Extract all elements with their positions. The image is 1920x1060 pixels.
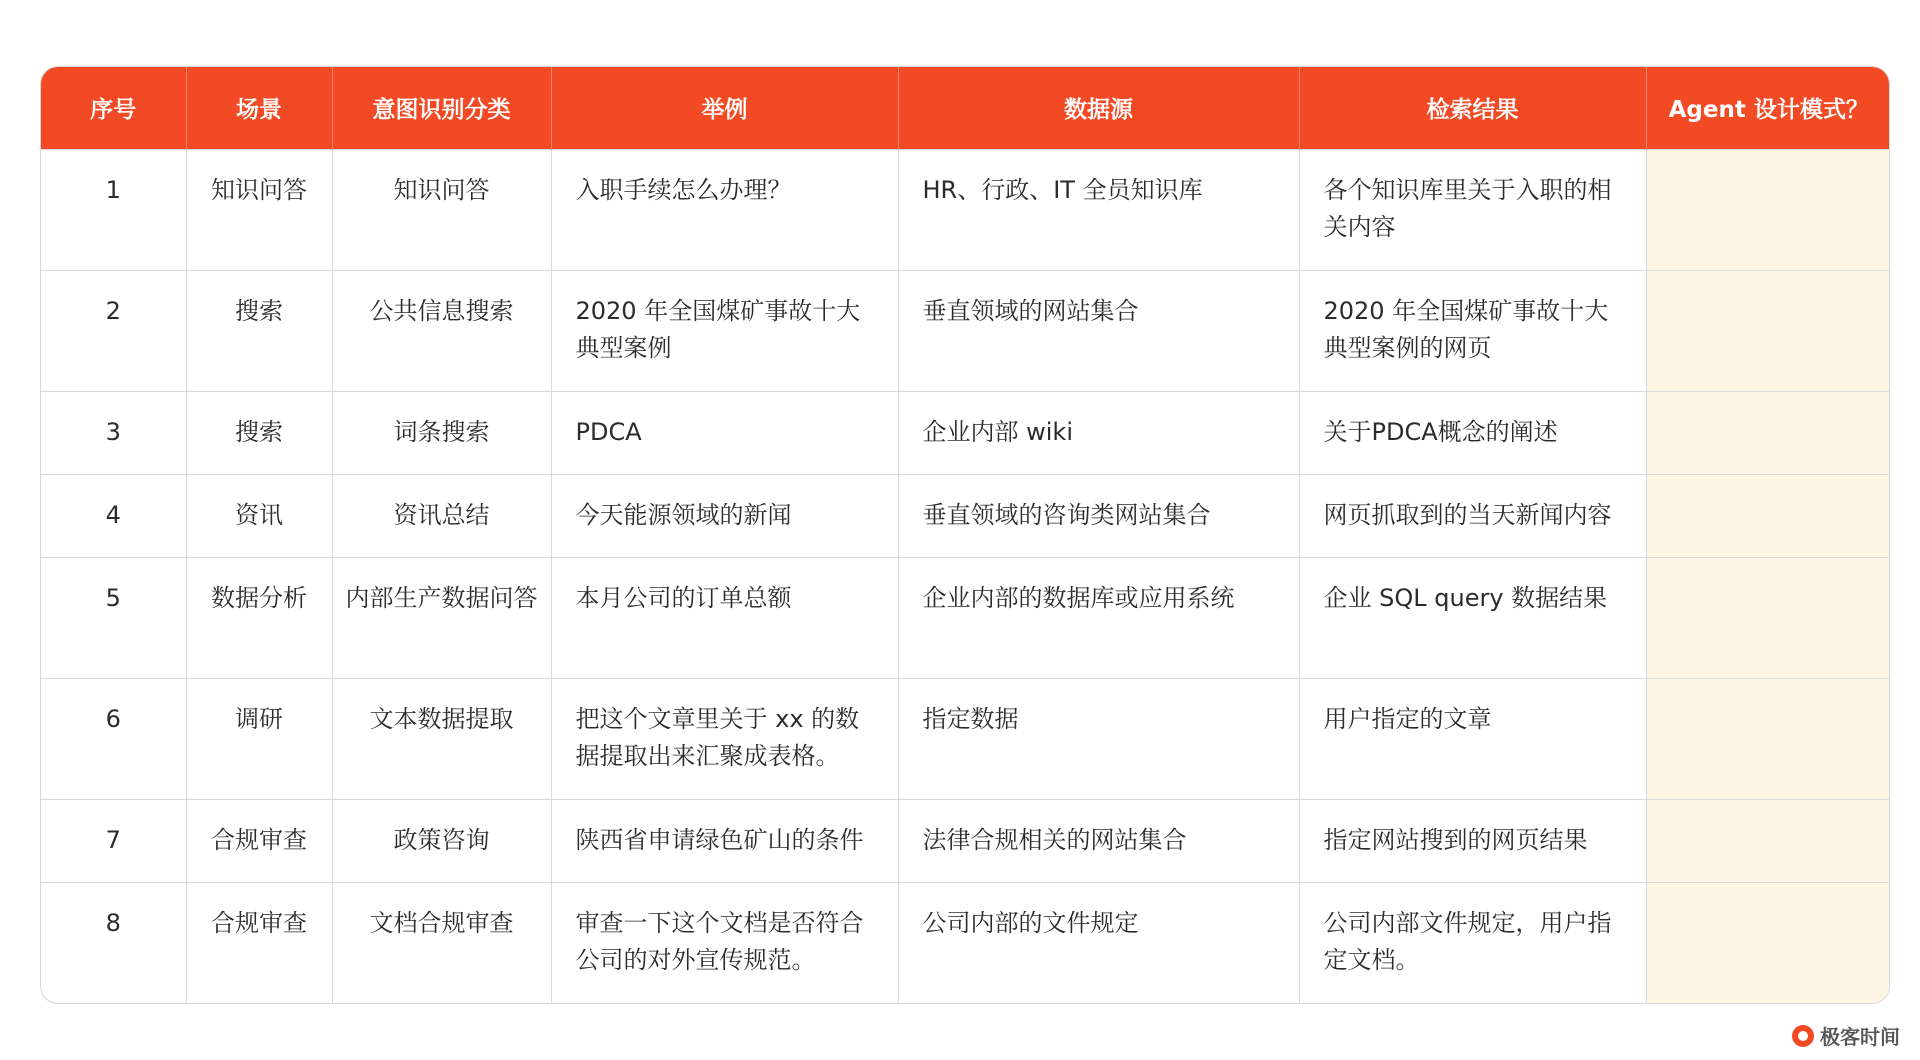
- cell-intent-category: 资讯总结: [332, 474, 551, 557]
- cell-intent-category: 内部生产数据问答: [332, 557, 551, 678]
- cell-agent-pattern: [1646, 557, 1890, 678]
- cell-example: PDCA: [551, 391, 898, 474]
- table-row: [41, 882, 1890, 1003]
- table-row: [41, 474, 1890, 557]
- cell-data-source: 公司内部的文件规定: [898, 882, 1299, 1003]
- logo-text: 极客时间: [1820, 1025, 1900, 1049]
- header-scenario: 场景: [186, 67, 332, 149]
- cell-data-source: 企业内部的数据库或应用系统: [898, 557, 1299, 678]
- cell-intent-category: 政策咨询: [332, 799, 551, 882]
- cell-agent-pattern: [1646, 391, 1890, 474]
- cell-retrieval-result: 企业 SQL query 数据结果: [1299, 557, 1646, 678]
- cell-index: 5: [41, 557, 186, 678]
- cell-index: 1: [41, 149, 186, 270]
- cell-retrieval-result: 公司内部文件规定，用户指定文档。: [1299, 882, 1646, 1003]
- cell-example: 审查一下这个文档是否符合公司的对外宣传规范。: [551, 882, 898, 1003]
- cell-intent-category: 知识问答: [332, 149, 551, 270]
- cell-scenario: 知识问答: [186, 149, 332, 270]
- header-example: 举例: [551, 67, 898, 149]
- cell-intent-category: 词条搜索: [332, 391, 551, 474]
- scenario-table: [41, 67, 1890, 1003]
- cell-scenario: 调研: [186, 678, 332, 799]
- cell-data-source: 垂直领域的咨询类网站集合: [898, 474, 1299, 557]
- cell-example: 把这个文章里关于 xx 的数据提取出来汇聚成表格。: [551, 678, 898, 799]
- data-table-container: [40, 66, 1890, 1004]
- cell-retrieval-result: 指定网站搜到的网页结果: [1299, 799, 1646, 882]
- cell-index: 2: [41, 270, 186, 391]
- cell-scenario: 合规审查: [186, 882, 332, 1003]
- cell-agent-pattern: [1646, 474, 1890, 557]
- cell-index: 4: [41, 474, 186, 557]
- table-row: [41, 270, 1890, 391]
- cell-agent-pattern: [1646, 270, 1890, 391]
- cell-data-source: 企业内部 wiki: [898, 391, 1299, 474]
- table-row: [41, 678, 1890, 799]
- cell-scenario: 数据分析: [186, 557, 332, 678]
- cell-data-source: 法律合规相关的网站集合: [898, 799, 1299, 882]
- cell-retrieval-result: 关于PDCA概念的阐述: [1299, 391, 1646, 474]
- cell-data-source: 垂直领域的网站集合: [898, 270, 1299, 391]
- cell-agent-pattern: [1646, 882, 1890, 1003]
- cell-retrieval-result: 网页抓取到的当天新闻内容: [1299, 474, 1646, 557]
- header-agent-pattern: Agent 设计模式？: [1646, 67, 1890, 149]
- header-retrieval-result: 检索结果: [1299, 67, 1646, 149]
- cell-intent-category: 文本数据提取: [332, 678, 551, 799]
- cell-agent-pattern: [1646, 678, 1890, 799]
- header-index: 序号: [41, 67, 186, 149]
- cell-scenario: 资讯: [186, 474, 332, 557]
- cell-example: 2020 年全国煤矿事故十大典型案例: [551, 270, 898, 391]
- cell-index: 8: [41, 882, 186, 1003]
- geektime-logo: [1792, 1021, 1900, 1050]
- cell-scenario: 搜索: [186, 270, 332, 391]
- geektime-logo-icon: [1792, 1025, 1814, 1047]
- cell-scenario: 搜索: [186, 391, 332, 474]
- cell-index: 3: [41, 391, 186, 474]
- cell-retrieval-result: 用户指定的文章: [1299, 678, 1646, 799]
- table-header-row: [41, 67, 1890, 149]
- cell-intent-category: 文档合规审查: [332, 882, 551, 1003]
- table-row: [41, 391, 1890, 474]
- cell-data-source: 指定数据: [898, 678, 1299, 799]
- cell-intent-category: 公共信息搜索: [332, 270, 551, 391]
- cell-index: 7: [41, 799, 186, 882]
- header-intent-category: 意图识别分类: [332, 67, 551, 149]
- cell-retrieval-result: 各个知识库里关于入职的相关内容: [1299, 149, 1646, 270]
- cell-agent-pattern: [1646, 799, 1890, 882]
- cell-agent-pattern: [1646, 149, 1890, 270]
- cell-data-source: HR、行政、IT 全员知识库: [898, 149, 1299, 270]
- cell-example: 陕西省申请绿色矿山的条件: [551, 799, 898, 882]
- table-row: [41, 149, 1890, 270]
- cell-retrieval-result: 2020 年全国煤矿事故十大典型案例的网页: [1299, 270, 1646, 391]
- table-row: [41, 557, 1890, 678]
- cell-example: 今天能源领域的新闻: [551, 474, 898, 557]
- cell-example: 本月公司的订单总额: [551, 557, 898, 678]
- cell-scenario: 合规审查: [186, 799, 332, 882]
- cell-example: 入职手续怎么办理？: [551, 149, 898, 270]
- cell-index: 6: [41, 678, 186, 799]
- header-data-source: 数据源: [898, 67, 1299, 149]
- table-row: [41, 799, 1890, 882]
